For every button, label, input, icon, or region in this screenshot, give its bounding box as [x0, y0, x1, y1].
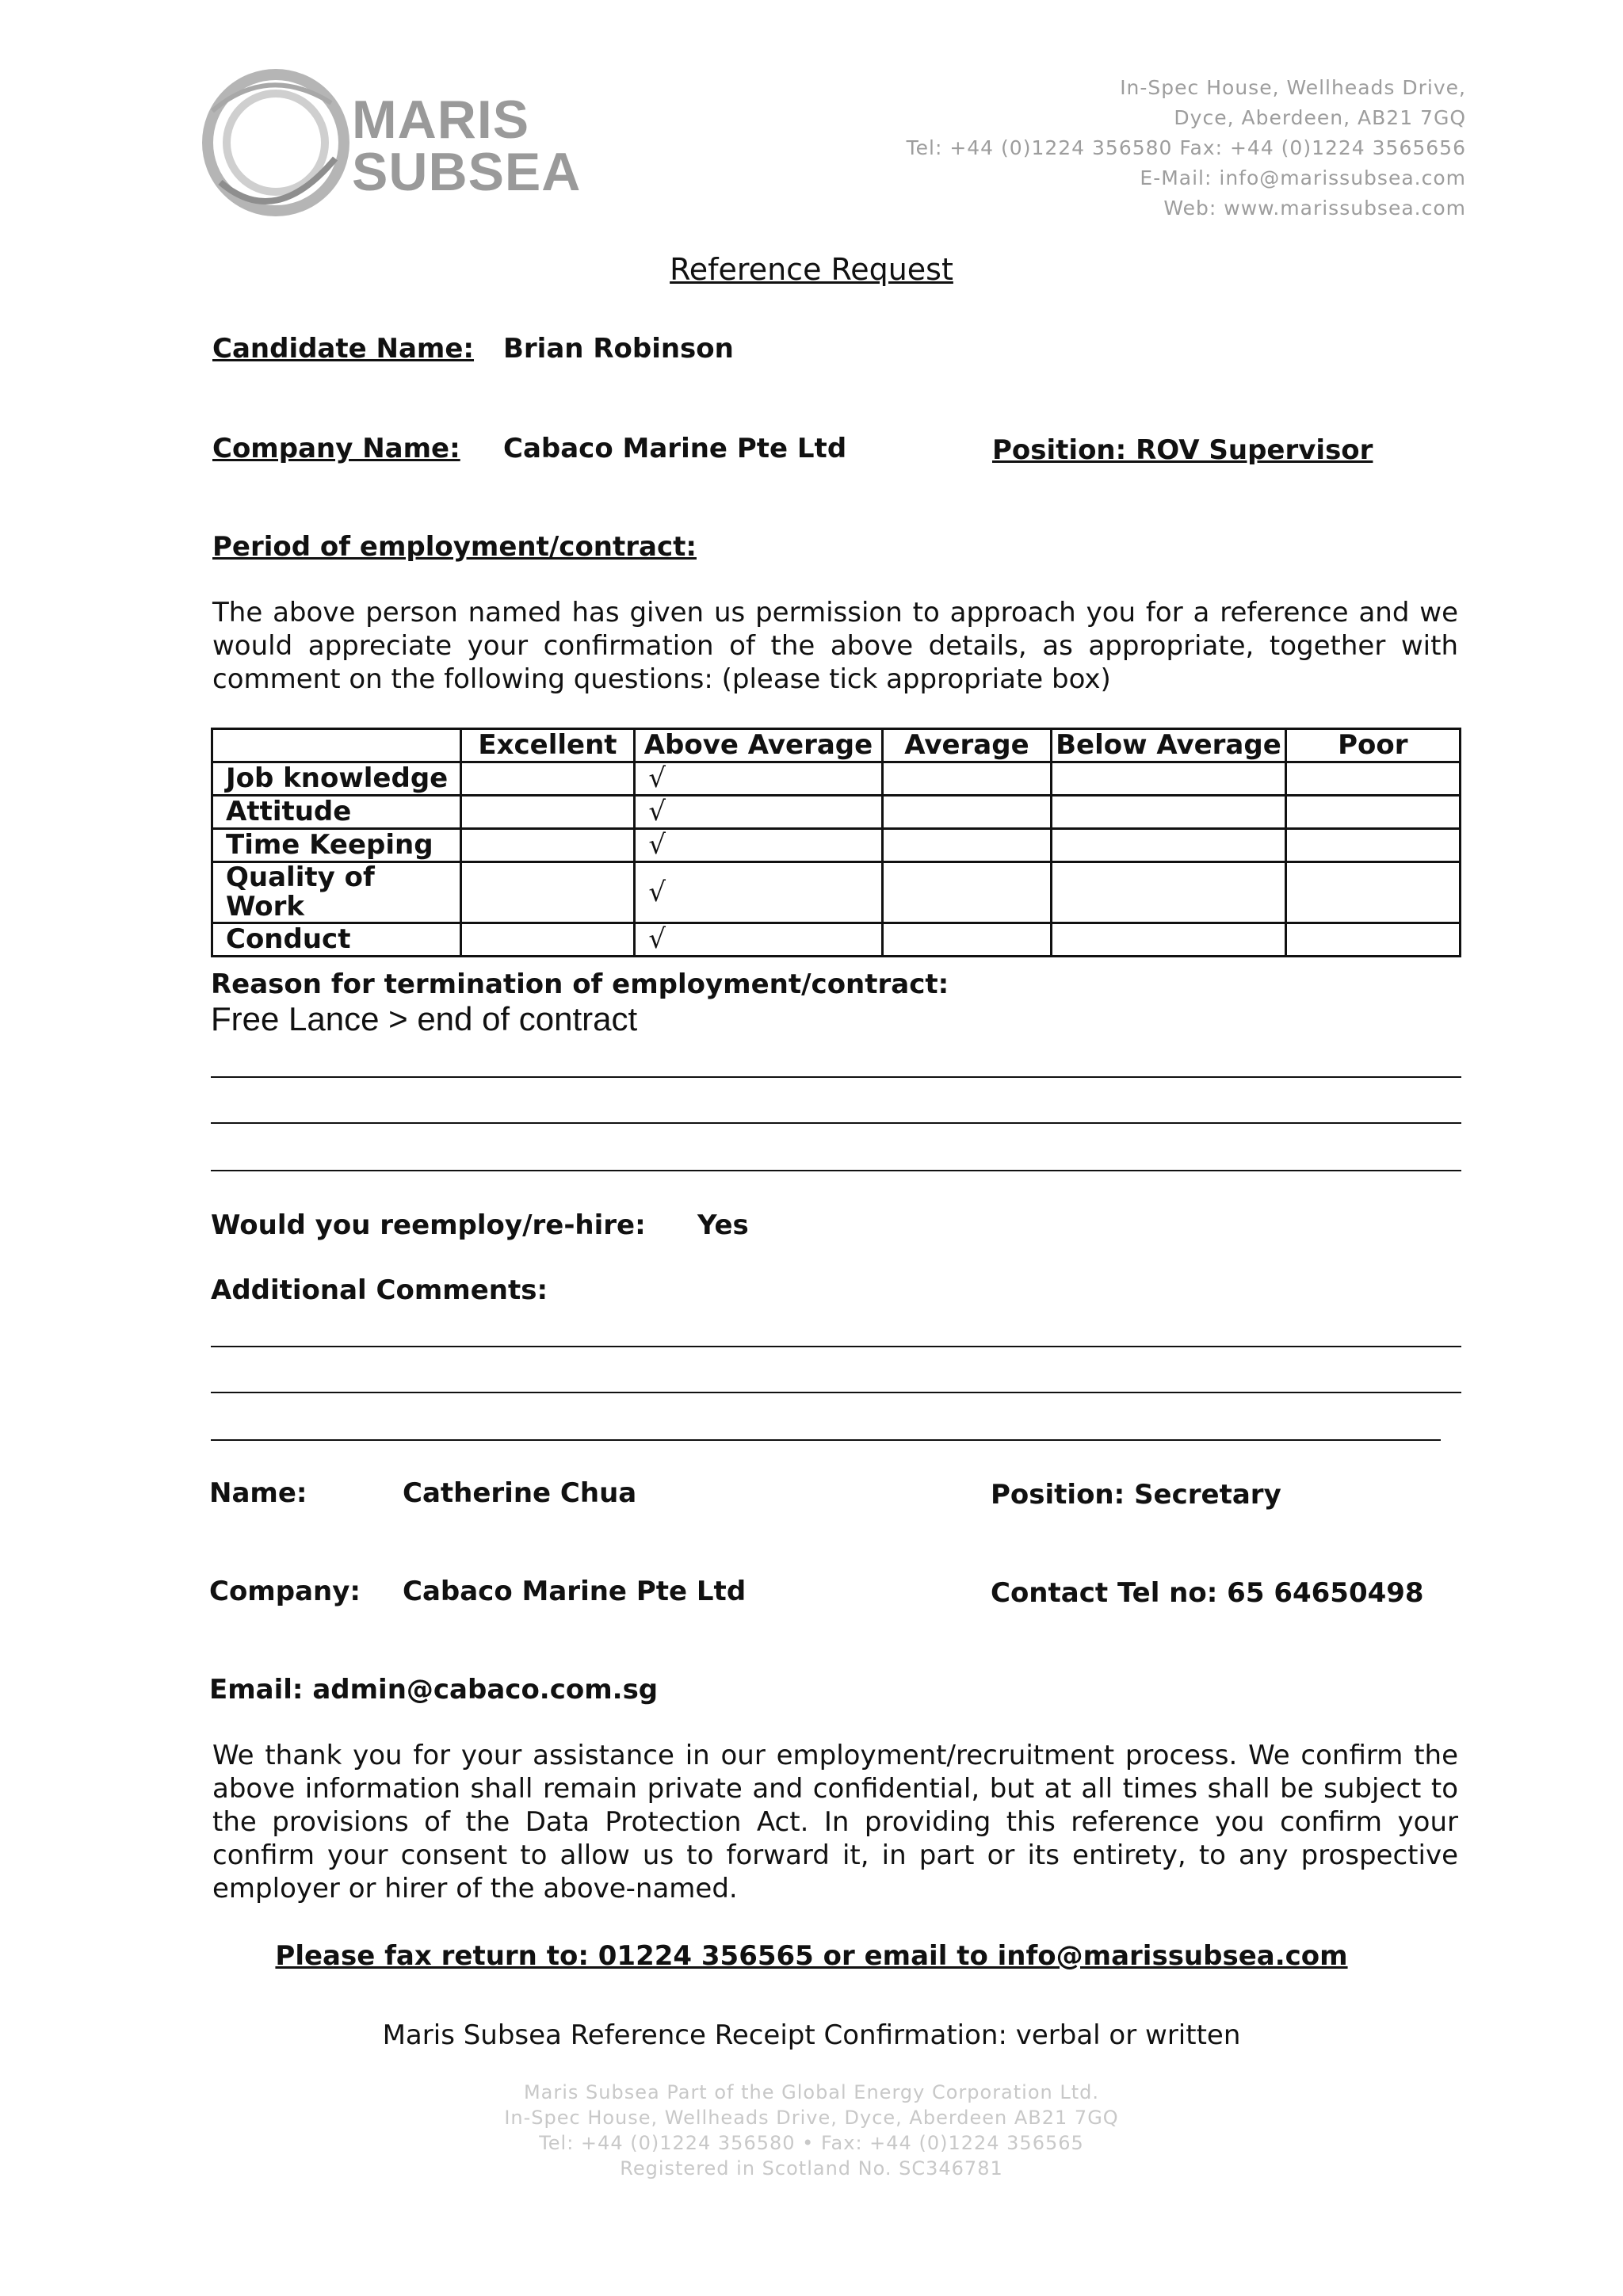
letterhead-address: [907, 73, 1466, 223]
table-header-cell: Above Average: [635, 729, 882, 762]
period-label: Period of employment/contract:: [212, 531, 697, 563]
rating-cell: [460, 923, 635, 957]
table-header-cell: Average: [882, 729, 1052, 762]
candidate-name-value: Brian Robinson: [503, 333, 734, 365]
position-label: Position: ROV Supervisor: [992, 434, 1373, 466]
rating-cell: [460, 862, 635, 923]
rating-cell: [1285, 829, 1460, 862]
row-label: Attitude: [212, 796, 461, 829]
fax-return-instruction: Please fax return to: 01224 356565 or email to info@marissubsea.com: [275, 1940, 1348, 1972]
rating-cell-checked: √: [635, 923, 882, 957]
referee-company-value: Cabaco Marine Pte Ltd: [403, 1576, 747, 1607]
rating-cell: [460, 796, 635, 829]
rehire-value: Yes: [697, 1209, 749, 1241]
rating-cell: [1052, 762, 1285, 796]
table-row: [212, 923, 1461, 957]
table-header-cell: Poor: [1285, 729, 1460, 762]
table-header-cell: [212, 729, 461, 762]
termination-label: Reason for termination of employment/contract:: [211, 968, 949, 1000]
receipt-confirmation: Maris Subsea Reference Receipt Confirmation: verbal or written: [382, 2019, 1241, 2051]
table-row: [212, 796, 1461, 829]
table-row: [212, 862, 1461, 923]
rating-table: [211, 728, 1461, 957]
rating-cell: [882, 796, 1052, 829]
rating-cell: [1285, 796, 1460, 829]
company-name-value: Cabaco Marine Pte Ltd: [503, 433, 847, 464]
blank-line: [211, 1439, 1441, 1441]
rating-cell: [1052, 796, 1285, 829]
address-line: Dyce, Aberdeen, AB21 7GQ: [1174, 106, 1466, 129]
referee-name-label: Name:: [209, 1477, 307, 1509]
blank-line: [211, 1076, 1461, 1078]
table-header-cell: Below Average: [1052, 729, 1285, 762]
intro-paragraph: The above person named has given us permission to approach you for a reference and we would appreciate your confirmation of the above details, as appropriate, together with comment on the following questions: (please tick appropriate box): [212, 597, 1458, 695]
row-label: Conduct: [212, 923, 461, 957]
candidate-name-label: Candidate Name:: [212, 333, 475, 365]
footer-line: Tel: +44 (0)1224 356580 • Fax: +44 (0)1224 356565: [539, 2132, 1084, 2154]
blank-line: [211, 1170, 1461, 1171]
rating-cell-checked: √: [635, 862, 882, 923]
rating-cell: [460, 829, 635, 862]
referee-email: Email: admin@cabaco.com.sg: [209, 1674, 659, 1706]
rating-cell: [882, 762, 1052, 796]
footer-line: Registered in Scotland No. SC346781: [620, 2157, 1003, 2179]
row-label: Quality of Work: [212, 862, 461, 923]
rating-cell: [460, 762, 635, 796]
row-label: Job knowledge: [212, 762, 461, 796]
termination-value: Free Lance > end of contract: [211, 1000, 638, 1037]
company-name-label: Company Name:: [212, 433, 460, 464]
address-line: In-Spec House, Wellheads Drive,: [1120, 76, 1466, 99]
rehire-label: Would you reemploy/re-hire:: [211, 1209, 646, 1241]
table-header-cell: Excellent: [460, 729, 635, 762]
blank-line: [211, 1346, 1461, 1347]
table-row: [212, 762, 1461, 796]
footer: [0, 2080, 1623, 2181]
row-label: Time Keeping: [212, 829, 461, 862]
referee-position: Position: Secretary: [991, 1479, 1281, 1511]
blank-line: [211, 1122, 1461, 1124]
footer-line: Maris Subsea Part of the Global Energy Corporation Ltd.: [523, 2081, 1100, 2103]
rating-cell: [882, 923, 1052, 957]
table-row: [212, 829, 1461, 862]
logo-text-maris: MARIS: [352, 90, 530, 150]
rating-cell: [1285, 762, 1460, 796]
company-logo: [197, 63, 582, 222]
address-line: Tel: +44 (0)1224 356580 Fax: +44 (0)1224 3565656: [906, 136, 1466, 159]
rating-cell: [1052, 829, 1285, 862]
address-line: Web: www.marissubsea.com: [1163, 197, 1466, 220]
referee-contact-tel: Contact Tel no: 65 64650498: [991, 1577, 1424, 1609]
rating-cell: [1052, 862, 1285, 923]
maris-swirl-icon: [197, 63, 355, 222]
address-line: E-Mail: info@marissubsea.com: [1140, 166, 1466, 189]
logo-text-subsea: SUBSEA: [352, 142, 582, 202]
thanks-paragraph: We thank you for your assistance in our employment/recruitment process. We confirm the above information shall remain private and confidential, but at all times shall be subject to the provisions of the Data Protection Act. In providing this reference you confirm your confirm your consent to allow us to forward it, in part or its entirety, to any prospective employer or hirer of the above-named.: [212, 1740, 1458, 1904]
rating-cell: [1052, 923, 1285, 957]
rating-cell-checked: √: [635, 829, 882, 862]
table-header-row: [212, 729, 1461, 762]
rating-cell: [1285, 862, 1460, 923]
footer-line: In-Spec House, Wellheads Drive, Dyce, Aberdeen AB21 7GQ: [504, 2107, 1119, 2129]
page-title: Reference Request: [670, 252, 953, 287]
rating-cell: [882, 829, 1052, 862]
rating-cell-checked: √: [635, 796, 882, 829]
referee-name-value: Catherine Chua: [403, 1477, 637, 1509]
rating-cell: [882, 862, 1052, 923]
additional-comments-label: Additional Comments:: [211, 1274, 548, 1306]
rating-cell-checked: √: [635, 762, 882, 796]
rating-cell: [1285, 923, 1460, 957]
blank-line: [211, 1392, 1461, 1393]
referee-company-label: Company:: [209, 1576, 361, 1607]
